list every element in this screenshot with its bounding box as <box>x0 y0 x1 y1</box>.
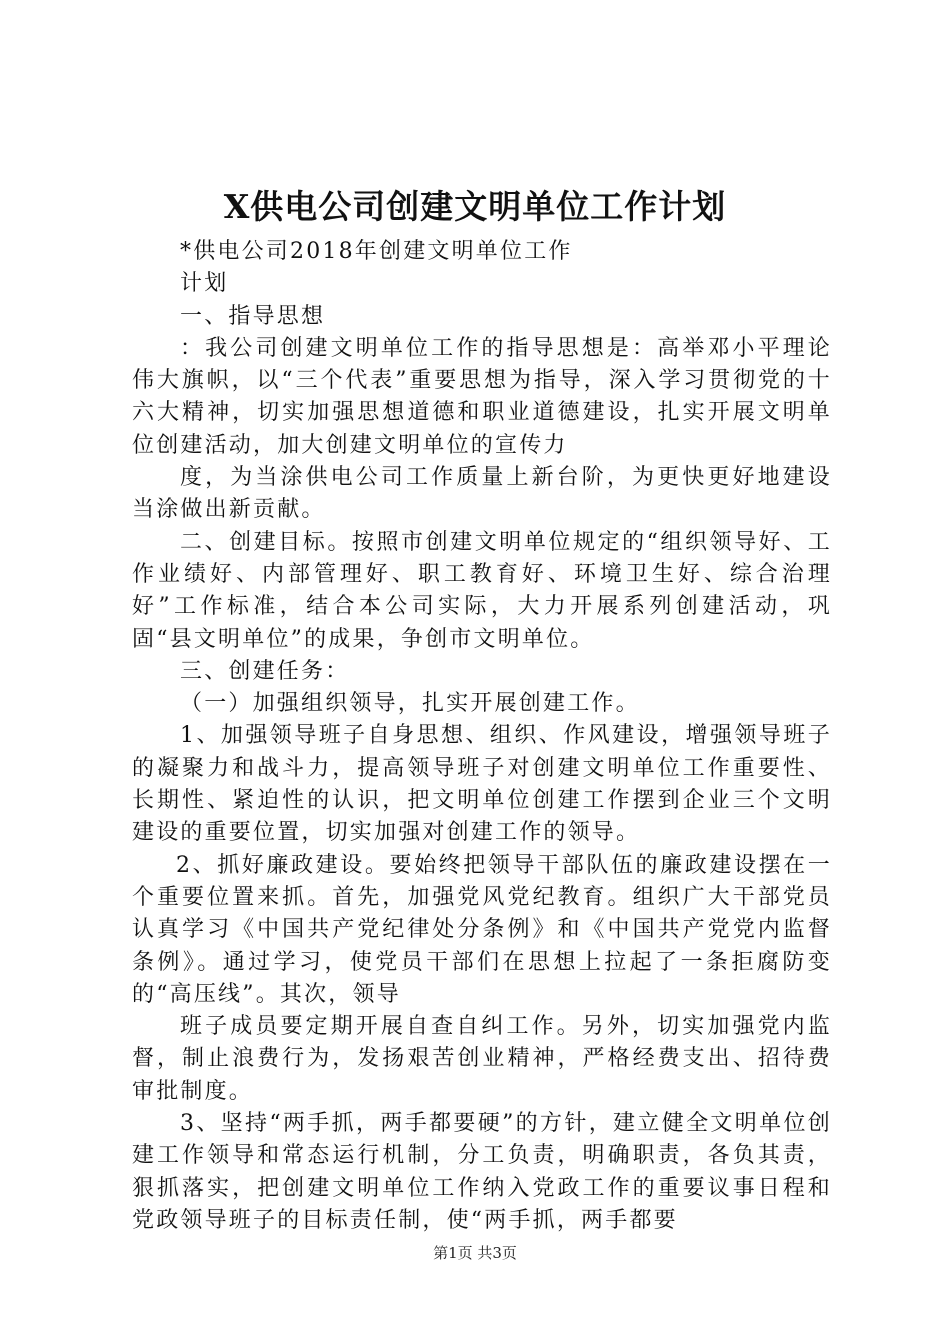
document-title: X供电公司创建文明单位工作计划 <box>223 187 727 226</box>
page-footer: 第1页 共3页 <box>433 1244 517 1262</box>
body-paragraph: 度，为当涂供电公司工作质量上新台阶，为更快更好地建设当涂做出新贡献。 <box>132 465 832 523</box>
body-paragraph: ：我公司创建文明单位工作的指导思想是：高举邓小平理论伟大旗帜，以“三个代表”重要思想为指导，深入学习贯彻党的十六大精神，切实加强思想道德和职业道德建设，扎实开展文明单位创建活动，加大创建文明单位的宣传力 <box>132 335 832 458</box>
document-body <box>132 236 832 1237</box>
body-paragraph: 二、创建目标。按照市创建文明单位规定的“组织领导好、工作业绩好、内部管理好、职工教育好、环境卫生好、综合治理好”工作标准，结合本公司实际，大力开展系列创建活动，巩固“县文明单位”的成果，争创市文明单位。 <box>132 529 832 652</box>
body-paragraph: 一、指导思想 <box>180 303 326 329</box>
body-paragraph: 班子成员要定期开展自查自纠工作。另外，切实加强党内监督，制止浪费行为，发扬艰苦创业精神，严格经费支出、招待费审批制度。 <box>132 1014 832 1104</box>
body-paragraph: 计划 <box>180 271 229 297</box>
body-paragraph: 3、坚持“两手抓，两手都要硬”的方针，建立健全文明单位创建工作领导和常态运行机制，分工负责，明确职责，各负其责，狠抓落实，把创建文明单位工作纳入党政工作的重要议事日程和党政领导班子的目标责任制，使“两手抓，两手都要 <box>132 1111 832 1233</box>
body-paragraph: （一）加强组织领导，扎实开展创建工作。 <box>180 691 640 717</box>
body-paragraph: 2、抓好廉政建设。要始终把领导干部队伍的廉政建设摆在一个重要位置来抓。首先，加强党风党纪教育。组织广大干部党员认真学习《中国共产党纪律处分条例》和《中国共产党党内监督条例》。通过学习，使党员干部们在思想上拉起了一条拒腐防变的“高压线”。其次，领导 <box>132 852 832 1007</box>
body-paragraph: 1、加强领导班子自身思想、组织、作风建设，增强领导班子的凝聚力和战斗力，提高领导班子对创建文明单位工作重要性、长期性、紧迫性的认识，把文明单位创建工作摆到企业三个文明建设的重要位置，切实加强对创建工作的领导。 <box>132 723 832 846</box>
body-paragraph: 三、创建任务： <box>180 658 350 684</box>
body-paragraph: *供电公司2018年创建文明单位工作 <box>180 239 573 264</box>
